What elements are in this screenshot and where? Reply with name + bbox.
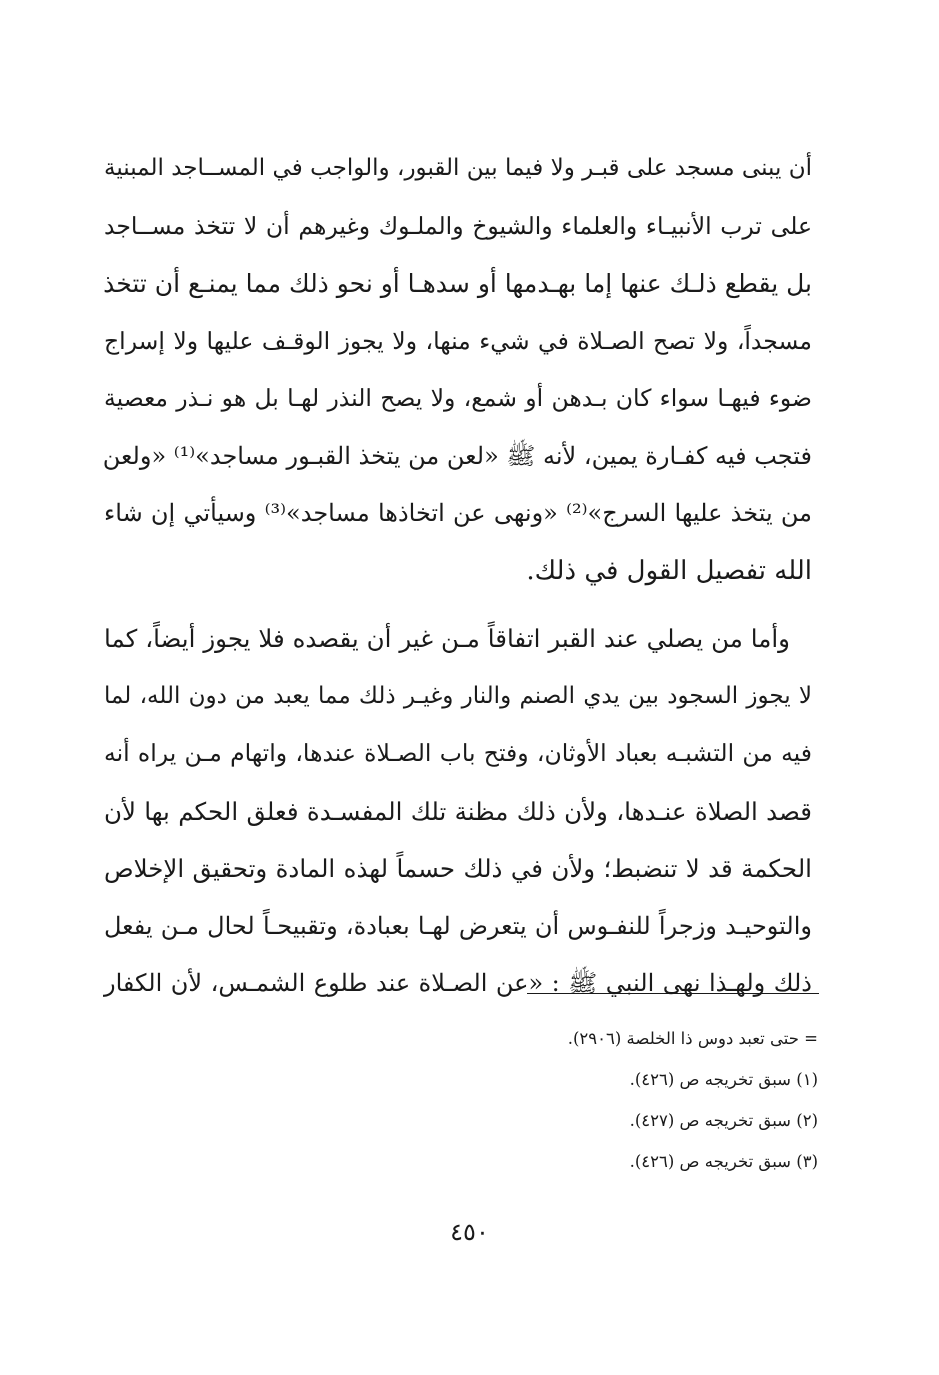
text-line: قصد الصلاة عنـدها، ولأن ذلك مظنة تلك المفسـدة فعلق الحكم بها لأن [104, 796, 812, 826]
text-line: فيه من التشبـه بعباد الأوثان، وفتح باب الصـلاة عندها، واتهام مـن يراه أنه [104, 739, 812, 767]
text-line: من يتخذ عليها السرج»⁽²⁾ «ونهى عن اتخاذها مساجد»⁽³⁾ وسيأتي إن شاء [104, 499, 813, 527]
paragraph-2 [104, 610, 812, 1013]
page-number: ٤٥٠ [450, 1218, 489, 1246]
text-line: ذلك ولهـذا نهى النبي ﷺ : «عن الصـلاة عند طلوع الشمـس، لأن الكفار [104, 969, 812, 997]
text-line: وأما من يصلي عند القبر اتفاقاً مـن غير أن يقصده فلا يجوز أيضاً، كما [104, 624, 790, 653]
text-line: بل يقطع ذلـك عنها إما بهـدمها أو سدهـا أو نحو ذلك مما يمنـع أن تتخذ [103, 269, 812, 298]
text-line: فتجب فيه كفـارة يمين، لأنه ﷺ «لعن من يتخذ القبـور مساجد»⁽¹⁾ «ولعن [102, 441, 812, 470]
text-line: مسجداً، ولا تصح الصـلاة في شيء منها، ولا يجوز الوقـف عليها ولا إسراج [104, 326, 812, 355]
text-line: الحكمة قد لا تنضبط؛ ولأن في ذلك حسماً لهذه المادة وتحقيق الإخلاص [104, 854, 812, 883]
footnote-3: (٣) سبق تخريجه ص (٤٢٦). [629, 1152, 818, 1171]
footnotes [104, 1018, 818, 1182]
text-line: على ترب الأنبيـاء والعلماء والشيوخ والملـوك وغيرهم أن لا تتخذ مســاجد [104, 211, 812, 240]
text-line: ضوء فيهـا سواء كان بـدهن أو شمع، ولا يصح النذر لهـا بل هو نـذر معصية [104, 384, 812, 412]
paragraph-1 [104, 140, 812, 600]
text-line: لا يجوز السجود بين يدي الصنم والنار وغيـر ذلك مما يعبد من دون الله، لما [104, 682, 812, 709]
footnote-separator [527, 993, 819, 994]
text-line: الله تفصيل القول في ذلك. [526, 555, 812, 586]
footnote-2: (٢) سبق تخريجه ص (٤٢٧). [629, 1111, 818, 1130]
main-text [104, 140, 812, 1013]
text-line: أن يبنى مسجد على قبـر ولا فيما بين القبور، والواجب في المســاجد المبنية [104, 155, 812, 181]
text-line: والتوحيـد وزجراً للنفـوس أن يتعرض لهـا بعبادة، وتقبيحـاً لحال مـن يفعل [104, 911, 812, 940]
footnote-1: (١) سبق تخريجه ص (٤٢٦). [629, 1070, 818, 1089]
footnote-continuation: = حتى تعبد دوس ذا الخلصة (٢٩٠٦). [567, 1029, 818, 1048]
